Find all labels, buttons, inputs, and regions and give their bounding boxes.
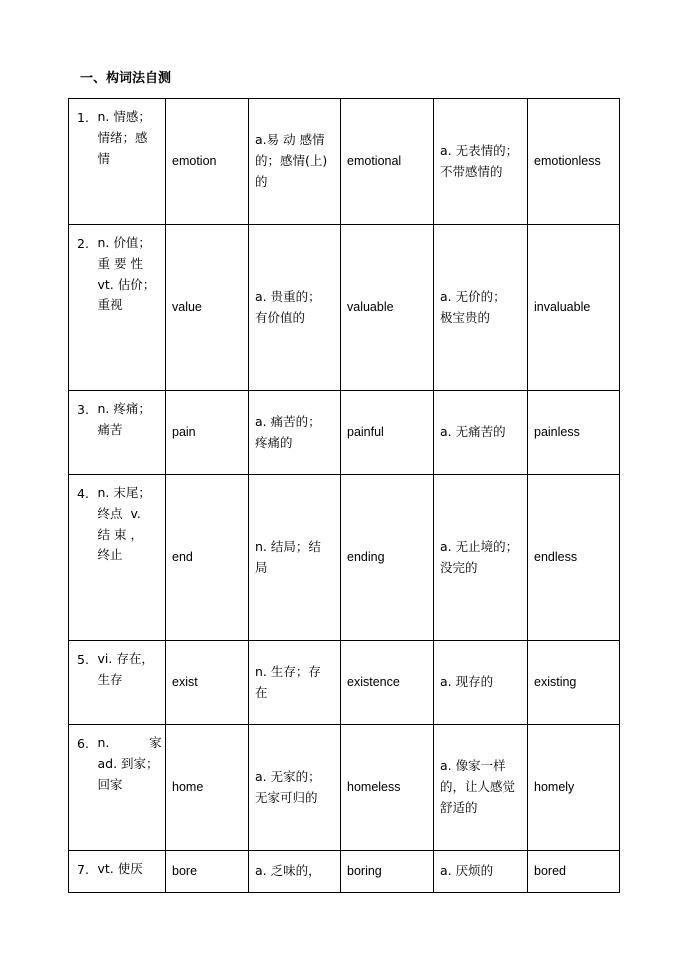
- text-line: a. 厌烦的: [440, 863, 494, 879]
- text-line: 生存: [97, 671, 123, 687]
- text-line: 结 束 ，: [97, 526, 143, 542]
- base-word: exist: [166, 641, 249, 725]
- text-line: n. 生存；存: [255, 663, 321, 679]
- derived-definition-1: [249, 225, 341, 391]
- derived-definition-2: [434, 851, 528, 893]
- text-line: 在: [255, 684, 268, 700]
- base-word: value: [166, 225, 249, 391]
- text-line: 痛苦: [97, 421, 123, 437]
- row-number: 4.: [69, 475, 94, 641]
- text-line: 终点 v.: [97, 505, 141, 521]
- text-line: 极宝贵的: [440, 309, 491, 325]
- text-line: n. 价值；: [97, 235, 151, 250]
- row-number: 6.: [69, 725, 94, 851]
- table-row: [69, 99, 620, 225]
- derived-word-1: existence: [341, 641, 434, 725]
- row-number: 7.: [69, 851, 94, 893]
- text-line: vt. 估价；: [97, 276, 156, 292]
- text-line: 情: [97, 150, 111, 166]
- row-number: 1.: [69, 99, 94, 225]
- derived-word-2: emotionless: [528, 99, 620, 225]
- text-line: 终止: [97, 547, 123, 563]
- row-number: 3.: [69, 391, 94, 475]
- text-line: 的: [255, 173, 268, 189]
- text-line: a. 像家一样: [440, 758, 506, 774]
- derived-word-2: bored: [528, 851, 620, 893]
- text-line: 不带感情的: [440, 163, 503, 179]
- section-heading: 一、构词法自测: [80, 71, 172, 86]
- table-row: [69, 475, 620, 641]
- derived-definition-2: [434, 391, 528, 475]
- text-line: 的，让人感觉: [440, 779, 516, 795]
- text-line: 回家: [97, 776, 123, 792]
- derived-word-1: painful: [341, 391, 434, 475]
- derived-definition-2: [434, 225, 528, 391]
- text-line: a.易 动 感情: [255, 132, 325, 148]
- base-word: bore: [166, 851, 249, 893]
- derived-word-2: endless: [528, 475, 620, 641]
- text-line: n. 疼痛；: [97, 401, 151, 416]
- derived-word-2: invaluable: [528, 225, 620, 391]
- derived-definition-1: [249, 851, 341, 893]
- text-line: a. 无痛苦的: [440, 424, 506, 440]
- base-word-definition: [94, 391, 166, 475]
- derived-definition-2: [434, 725, 528, 851]
- table-row: [69, 641, 620, 725]
- text-line: 无家可归的: [255, 789, 318, 805]
- table-body: [69, 99, 620, 893]
- text-line: vt. 使厌: [97, 861, 143, 876]
- derived-word-1: boring: [341, 851, 434, 893]
- text-line: 疼痛的: [255, 434, 293, 450]
- derived-word-1: valuable: [341, 225, 434, 391]
- derived-definition-2: [434, 99, 528, 225]
- text-line: n. 末尾；: [97, 485, 151, 500]
- text-line: vi. 存在，: [97, 651, 154, 666]
- derived-word-1: emotional: [341, 99, 434, 225]
- word-formation-table: [68, 98, 620, 893]
- text-line: ad. 到家；: [97, 755, 159, 771]
- base-word-definition: [94, 225, 166, 391]
- text-line: 没完的: [440, 559, 478, 575]
- text-line: n. 情感；: [97, 109, 151, 124]
- base-word: pain: [166, 391, 249, 475]
- text-line: a. 贵重的；: [255, 288, 321, 304]
- derived-word-2: existing: [528, 641, 620, 725]
- derived-definition-1: [249, 99, 341, 225]
- base-word: emotion: [166, 99, 249, 225]
- table-row: [69, 725, 620, 851]
- table-row: [69, 225, 620, 391]
- text-line: 有价值的: [255, 309, 306, 325]
- table-row: [69, 391, 620, 475]
- text-line: a. 痛苦的；: [255, 413, 321, 429]
- text-line: a. 无价的；: [440, 288, 506, 304]
- base-word: home: [166, 725, 249, 851]
- base-word-definition: [94, 99, 166, 225]
- text-line: 舒适的: [440, 799, 478, 815]
- row-number: 2.: [69, 225, 94, 391]
- text-line: a. 无家的；: [255, 768, 321, 784]
- text-line: 重 要 性: [97, 255, 143, 271]
- base-word-definition: [94, 475, 166, 641]
- derived-definition-2: [434, 475, 528, 641]
- text-line: a. 无表情的；: [440, 142, 519, 158]
- table-row: [69, 851, 620, 893]
- text-line: 的；感情(上): [255, 153, 328, 169]
- derived-word-2: painless: [528, 391, 620, 475]
- derived-definition-1: [249, 391, 341, 475]
- text-line: a. 现存的: [440, 674, 494, 690]
- base-word-definition: [94, 725, 166, 851]
- derived-definition-1: [249, 475, 341, 641]
- text-line: a. 乏味的，: [255, 863, 321, 879]
- text-line: n. 结局；结: [255, 538, 321, 554]
- derived-definition-2: [434, 641, 528, 725]
- derived-word-1: ending: [341, 475, 434, 641]
- text-line: 情绪；感: [97, 129, 148, 145]
- derived-definition-1: [249, 641, 341, 725]
- base-word-definition: [94, 641, 166, 725]
- text-line: a. 无止境的；: [440, 538, 519, 554]
- derived-definition-1: [249, 725, 341, 851]
- text-line: 局: [255, 559, 268, 575]
- derived-word-1: homeless: [341, 725, 434, 851]
- row-number: 5.: [69, 641, 94, 725]
- derived-word-2: homely: [528, 725, 620, 851]
- base-word: end: [166, 475, 249, 641]
- text-line: 重视: [97, 297, 123, 313]
- text-line: n. 家: [97, 735, 162, 750]
- base-word-definition: [94, 851, 166, 893]
